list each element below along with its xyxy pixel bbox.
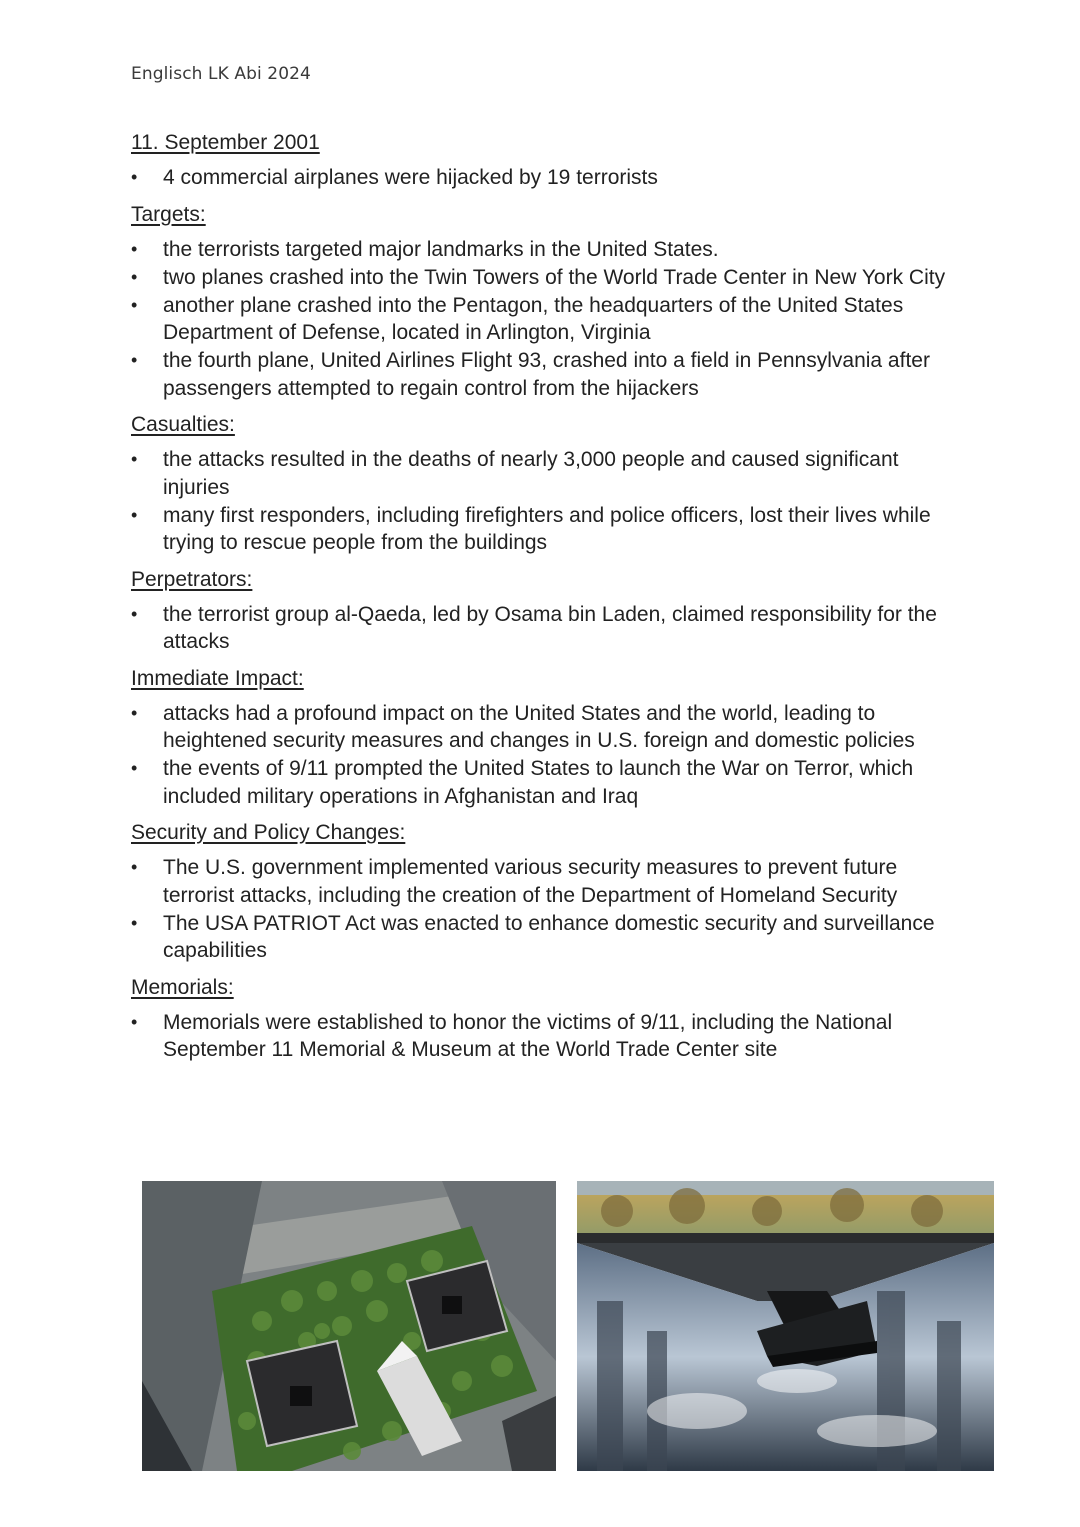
list-item: • the fourth plane, United Airlines Flight 93, crashed into a field in Pennsylvania after passengers attempted to regain control from the hijackers <box>131 347 961 402</box>
section-heading: Security and Policy Changes: <box>131 821 406 844</box>
section-heading: Targets: <box>131 202 206 226</box>
list-item: • the attacks resulted in the deaths of nearly 3,000 people and caused significant injuries <box>131 446 961 501</box>
section-perpetrators <box>131 565 961 656</box>
intro-list <box>131 164 961 192</box>
list-item: • another plane crashed into the Pentagon, the headquarters of the United States Department of Defense, located in Arlington, Virginia <box>131 292 961 347</box>
section-casualties <box>131 410 961 557</box>
list-item: • 4 commercial airplanes were hijacked by 19 terrorists <box>131 164 961 192</box>
section-targets <box>131 200 961 403</box>
list-item: • the events of 9/11 prompted the United States to launch the War on Terror, which included military operations in Afghanistan and Iraq <box>131 755 961 810</box>
document-title: 11. September 2001 <box>131 131 320 154</box>
section-heading: Perpetrators: <box>131 567 253 591</box>
section-security-policy <box>131 818 961 965</box>
list-item: • the terrorist group al-Qaeda, led by Osama bin Laden, claimed responsibility for the attacks <box>131 601 961 656</box>
section-heading: Memorials: <box>131 975 234 999</box>
list-item: • The U.S. government implemented various security measures to prevent future terrorist attacks, including the creation of the Department of Homeland Security <box>131 854 961 909</box>
section-memorials <box>131 973 961 1064</box>
section-heading: Casualties: <box>131 413 235 436</box>
section-immediate-impact <box>131 664 961 811</box>
aerial-memorial-photo <box>142 1181 556 1471</box>
document-body <box>131 128 961 1064</box>
document-header: Englisch LK Abi 2024 <box>131 64 311 84</box>
list-item: • Memorials were established to honor the victims of 9/11, including the National September 11 Memorial & Museum at the World Trade Center site <box>131 1009 961 1064</box>
list-item: • the terrorists targeted major landmarks in the United States. <box>131 236 961 264</box>
list-item: • many first responders, including firefighters and police officers, lost their lives while trying to rescue people from the buildings <box>131 502 961 557</box>
list-item: • two planes crashed into the Twin Towers of the World Trade Center in New York City <box>131 264 961 292</box>
list-item: • The USA PATRIOT Act was enacted to enhance domestic security and surveillance capabilities <box>131 910 961 965</box>
list-item: • attacks had a profound impact on the United States and the world, leading to heightened security measures and changes in U.S. foreign and domestic policies <box>131 700 961 755</box>
photo-row <box>142 1181 994 1471</box>
reflecting-pool-photo <box>577 1181 994 1471</box>
section-heading: Immediate Impact: <box>131 666 304 690</box>
